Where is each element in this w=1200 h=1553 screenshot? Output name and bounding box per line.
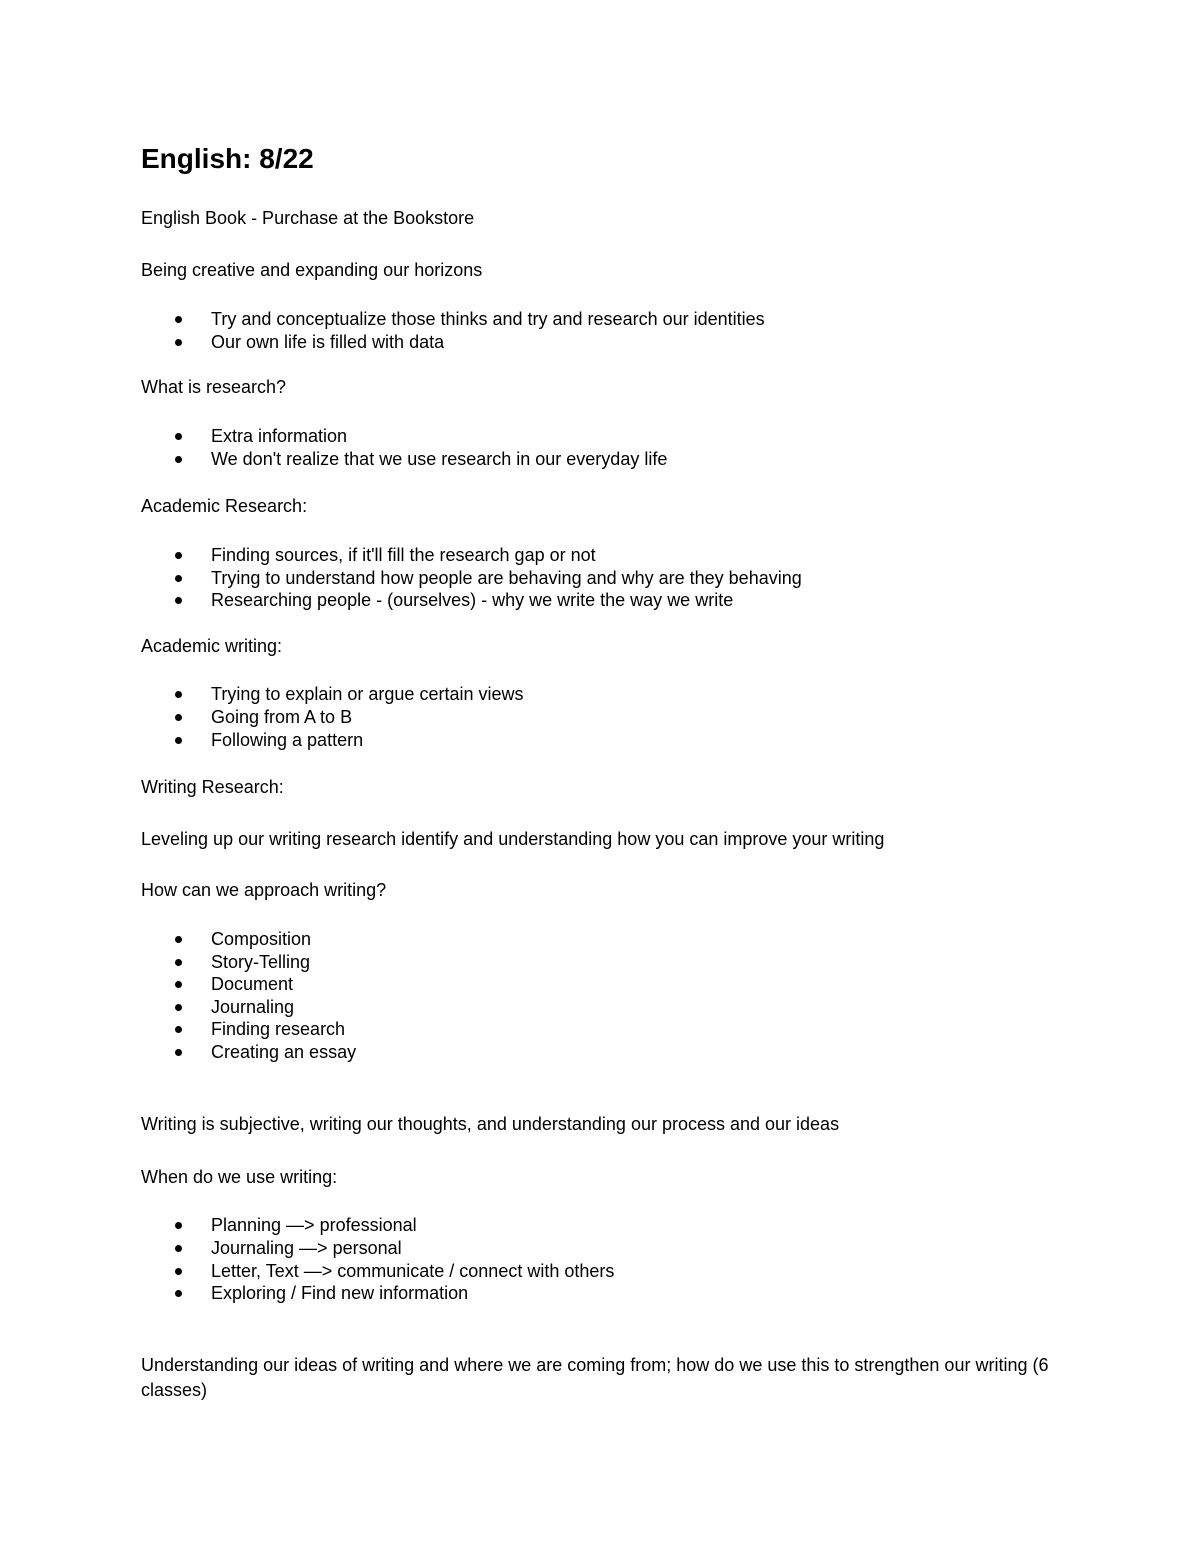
paragraph-leveling-up: Leveling up our writing research identify and understanding how you can improve your writing <box>141 829 885 849</box>
list-item: Following a pattern <box>211 730 364 750</box>
bullet-icon <box>175 316 182 323</box>
list-item: Extra information <box>211 426 348 446</box>
list-item: Our own life is filled with data <box>211 332 445 352</box>
list-item: Finding sources, if it'll fill the research gap or not <box>211 545 596 565</box>
bullet-icon <box>175 456 182 463</box>
bullet-icon <box>175 714 182 721</box>
bullet-icon <box>175 1004 182 1011</box>
bullet-icon <box>175 339 182 346</box>
list-item: Trying to explain or argue certain views <box>211 684 524 704</box>
bullet-icon <box>175 1026 182 1033</box>
bullet-icon <box>175 1290 182 1297</box>
bullet-icon <box>175 1049 182 1056</box>
bullet-icon <box>175 1245 182 1252</box>
list-item: We don't realize that we use research in our everyday life <box>211 449 668 469</box>
list-item: Exploring / Find new information <box>211 1283 469 1303</box>
paragraph-subjective: Writing is subjective, writing our thoughts, and understanding our process and our ideas <box>141 1114 840 1134</box>
bullet-icon <box>175 575 182 582</box>
heading-writing-research: Writing Research: <box>141 777 284 797</box>
list-item: Trying to understand how people are behaving and why are they behaving <box>211 568 802 588</box>
list-item: Journaling —> personal <box>211 1238 402 1258</box>
paragraph-creative: Being creative and expanding our horizons <box>141 260 483 280</box>
list-item: Researching people - (ourselves) - why we write the way we write <box>211 590 734 610</box>
bullet-icon <box>175 597 182 604</box>
list-item: Document <box>211 974 294 994</box>
heading-when-use-writing: When do we use writing: <box>141 1167 338 1187</box>
bullet-icon <box>175 936 182 943</box>
list-item: Letter, Text —> communicate / connect with others <box>211 1261 615 1281</box>
bullet-icon <box>175 981 182 988</box>
heading-approach-writing: How can we approach writing? <box>141 880 387 900</box>
bullet-icon <box>175 959 182 966</box>
list-item: Story-Telling <box>211 952 311 972</box>
bullet-icon <box>175 433 182 440</box>
bullet-icon <box>175 737 182 744</box>
list-item: Finding research <box>211 1019 346 1039</box>
paragraph-bookstore: English Book - Purchase at the Bookstore <box>141 208 475 228</box>
heading-what-is-research: What is research? <box>141 377 287 397</box>
heading-academic-research: Academic Research: <box>141 496 308 516</box>
heading-academic-writing: Academic writing: <box>141 636 283 656</box>
bullet-icon <box>175 1268 182 1275</box>
list-item: Journaling <box>211 997 295 1017</box>
list-item: Try and conceptualize those thinks and try and research our identities <box>211 309 765 329</box>
paragraph-understanding: Understanding our ideas of writing and where we are coming from; how do we use this to strengthen our writing (6 classes) <box>141 1355 1049 1400</box>
bullet-icon <box>175 1222 182 1229</box>
bullet-icon <box>175 691 182 698</box>
list-item: Going from A to B <box>211 707 353 727</box>
document-title: English: 8/22 <box>141 143 314 174</box>
list-item: Planning —> professional <box>211 1215 417 1235</box>
list-item: Composition <box>211 929 312 949</box>
list-item: Creating an essay <box>211 1042 357 1062</box>
bullet-icon <box>175 552 182 559</box>
